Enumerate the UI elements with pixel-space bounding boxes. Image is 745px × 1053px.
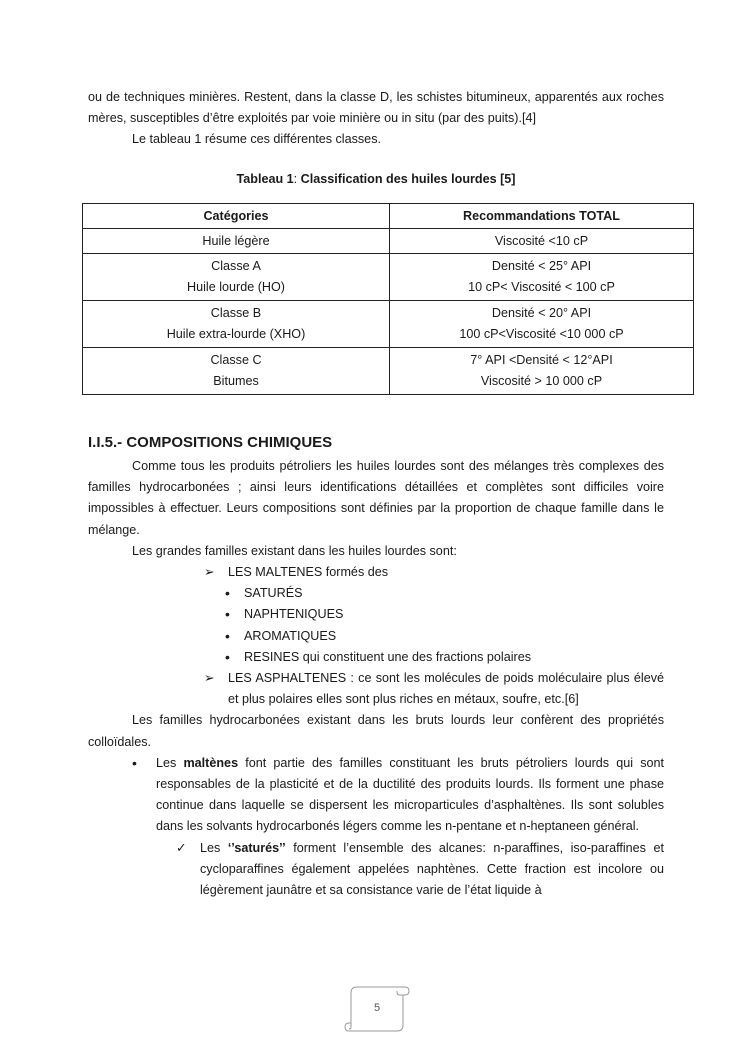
- bullet-icon: •: [225, 648, 230, 665]
- list-item: [225, 604, 664, 625]
- definitions-list: [88, 753, 664, 901]
- category-cell: [83, 254, 390, 301]
- table-header-row: [83, 204, 694, 229]
- intro-paragraph: ou de techniques minières. Restent, dans la classe D, les schistes bitumineux, apparentés aux roches mères, susceptibles d’être exploités par voie minière ou in situ (par des puits).[4]: [88, 90, 664, 126]
- families-intro: Les grandes familles existant dans les huiles lourdes sont:: [132, 543, 457, 558]
- bullet-icon: •: [225, 606, 230, 623]
- sublist-label: AROMATIQUES: [244, 628, 337, 643]
- cell-line: Huile extra-lourde (XHO): [166, 327, 306, 341]
- composition-paragraph: Comme tous les produits pétroliers les huiles lourdes sont des mélanges très complexes des familles hydrocarbonées ; ainsi leurs identifications détaillées et complètes sont difficiles voire impossibles à effectuer. Leurs compositions sont définies par la proportion de chaque famille dans le mélange.: [88, 459, 664, 537]
- maltenes-check-list: [156, 838, 664, 902]
- checkmark-icon: ✓: [176, 840, 187, 855]
- list-item-satures: [176, 838, 664, 902]
- satures-pre: Les: [200, 840, 228, 855]
- classification-table: [82, 203, 694, 395]
- cell-line: Classe C: [210, 353, 262, 368]
- table-caption: [82, 172, 670, 186]
- recommendation-cell: [390, 229, 694, 254]
- families-list: [88, 562, 664, 583]
- maltenes-label: LES MALTENES formés des: [228, 565, 389, 580]
- header-categories: Catégories: [83, 204, 390, 229]
- table-row: [83, 254, 694, 301]
- recommendation-cell: [390, 254, 694, 301]
- sublist-label: SATURÉS: [244, 586, 303, 601]
- satures-definition: forment l’ensemble des alcanes: n-paraffines, iso-paraffines et cycloparaffines également appelées naphtènes. Cette fraction est incolore ou légèrement jaunâtre et sa consistance varie de l’état liquide à: [200, 840, 664, 898]
- intro-block: [88, 87, 664, 151]
- arrow-bullet-icon: ➢: [204, 671, 215, 686]
- sublist-label: RESINES qui constituent une des fractions polaires: [244, 649, 532, 664]
- list-item: [225, 583, 664, 604]
- cell-line: Densité < 20° API: [491, 306, 592, 321]
- cell-line: Densité < 25° API: [491, 259, 592, 274]
- cell-line: Viscosité <10 cP: [494, 233, 589, 248]
- bullet-icon: •: [132, 754, 137, 771]
- maltenes-definition: font partie des familles constituant les bruts pétroliers lourds qui sont responsables de la plasticité et de la ductilité des produits lourds. Ils forment une phase continue dans laquelle se dispersent les microparticules d’asphaltènes. Ils sont solubles dans les solvants hydrocarbonés légers comme les n-pentane et n-heptaneen général.: [156, 755, 664, 834]
- page-footer: [343, 985, 411, 1033]
- asphaltenes-label: LES ASPHALTENES : ce sont les molécules de poids moléculaire plus élevé et plus polaires elles sont plus riches en métaux, soufre, etc.[6]: [228, 671, 664, 707]
- maltenes-term: maltènes: [183, 755, 239, 770]
- bullet-icon: •: [225, 585, 230, 602]
- table-row: [83, 301, 694, 348]
- cell-line: Huile lourde (HO): [187, 280, 285, 294]
- bullet-icon: •: [225, 627, 230, 644]
- cell-line: Classe A: [211, 259, 261, 274]
- category-cell: [83, 301, 390, 348]
- list-item-maltenes-definition: [132, 753, 664, 901]
- cell-line: Bitumes: [213, 374, 259, 388]
- cell-line: Classe B: [210, 306, 262, 321]
- cell-line: Huile légère: [202, 233, 270, 248]
- page-number: 5: [373, 1002, 381, 1014]
- maltenes-sublist: [88, 583, 664, 668]
- list-item: [225, 647, 664, 668]
- list-item-asphaltenes: [204, 668, 664, 710]
- colloidal-paragraph: Les familles hydrocarbonées existant dans les bruts lourds leur confèrent des propriétés colloïdales.: [88, 713, 664, 749]
- sublist-label: NAPHTENIQUES: [244, 607, 344, 622]
- section-body: [88, 456, 664, 901]
- section-heading: I.I.5.- COMPOSITIONS CHIMIQUES: [88, 434, 333, 451]
- recommendation-cell: [390, 348, 694, 395]
- cell-line: 10 cP< Viscosité < 100 cP: [468, 280, 615, 294]
- maltenes-pre: Les: [156, 755, 184, 770]
- header-recommendations: Recommandations TOTAL: [390, 204, 694, 229]
- caption-separator: :: [293, 172, 298, 186]
- caption-label: Tableau 1: [236, 172, 294, 186]
- list-item-maltenes: [204, 562, 664, 583]
- families-list-continued: [88, 668, 664, 710]
- table-row: [83, 229, 694, 254]
- list-item: [225, 626, 664, 647]
- arrow-bullet-icon: ➢: [204, 565, 215, 580]
- category-cell: [83, 229, 390, 254]
- caption-title: Classification des huiles lourdes [5]: [297, 172, 516, 186]
- cell-line: 7° API <Densité < 12°API: [470, 353, 613, 368]
- recommendation-cell: [390, 301, 694, 348]
- satures-term: ‘’saturés’’: [227, 840, 286, 855]
- table-row: [83, 348, 694, 395]
- cell-line: Viscosité > 10 000 cP: [480, 374, 603, 388]
- category-cell: [83, 348, 390, 395]
- cell-line: 100 cP<Viscosité <10 000 cP: [459, 327, 624, 341]
- table-reference: Le tableau 1 résume ces différentes classes.: [132, 132, 381, 147]
